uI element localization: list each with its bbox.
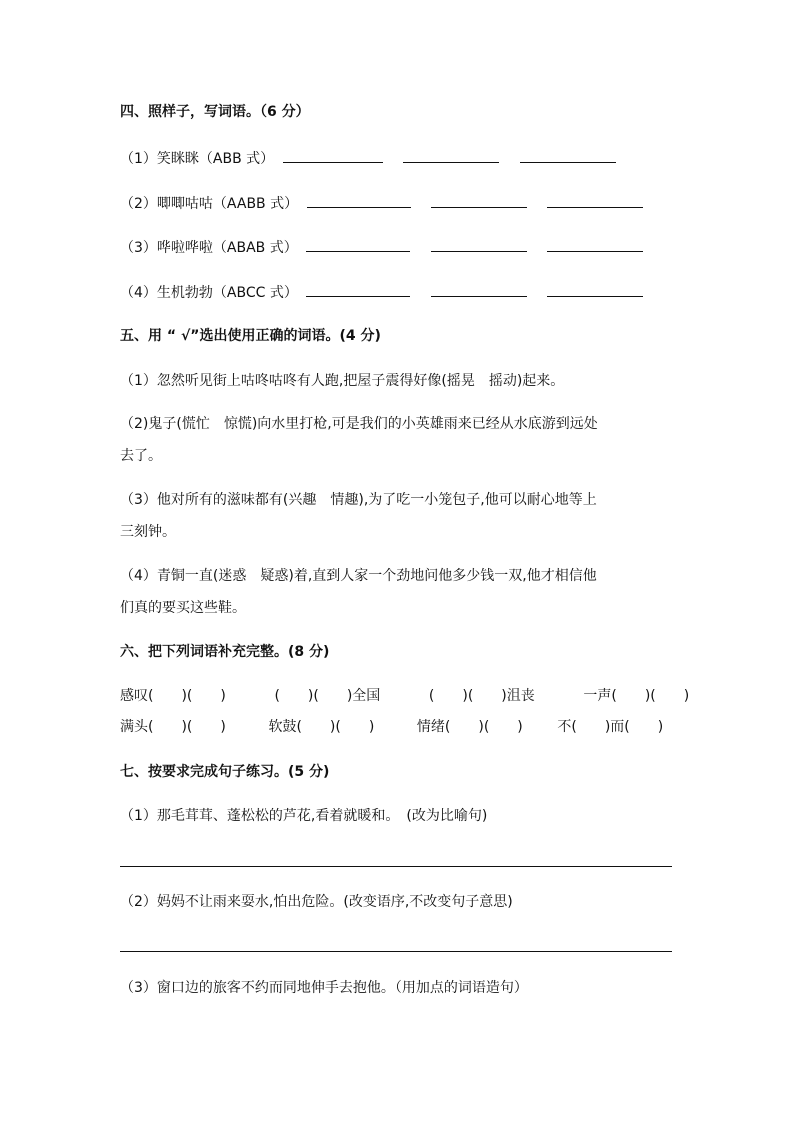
section-5-title: 五、用 “ √”选出使用正确的词语。(4 分) [120, 328, 381, 344]
s7-question-2: （2）妈妈不让雨来耍水,怕出危险。(改变语序,不改变句子意思) [120, 894, 513, 910]
s4-item-1 [120, 148, 616, 169]
s6-row-1 [120, 686, 689, 706]
answer-blank[interactable] [547, 193, 643, 208]
s5-question-2-line-1: （2)鬼子(慌忙 惊慌)向水里打枪,可是我们的小英雄雨来已经从水底游到远处 [120, 416, 598, 432]
s6-row-2 [120, 717, 663, 737]
idiom-fill-item[interactable]: 感叹( )( ) [120, 688, 226, 704]
idiom-fill-item[interactable]: 一声( )( ) [583, 688, 690, 704]
answer-blank[interactable] [306, 282, 410, 297]
s4-item-1-label: （1）笑眯眯（ABB 式） [120, 151, 275, 167]
section-7-title: 七、按要求完成句子练习。(5 分) [120, 764, 330, 780]
idiom-fill-item[interactable]: 情绪( )( ) [416, 719, 523, 735]
s7-question-1: （1）那毛茸茸、蓬松松的芦花,看着就暖和。 (改为比喻句) [120, 808, 488, 824]
answer-line[interactable] [120, 866, 672, 867]
answer-blank[interactable] [403, 148, 499, 163]
s4-item-2 [120, 193, 643, 214]
idiom-fill-item[interactable]: 满头( )( ) [120, 719, 226, 735]
s5-question-4-line-1: （4）青铜一直(迷惑 疑惑)着,直到人家一个劲地问他多少钱一双,他才相信他 [120, 568, 597, 584]
answer-blank[interactable] [547, 237, 643, 252]
idiom-fill-item[interactable]: 软鼓( )( ) [268, 719, 375, 735]
s5-question-2-line-2: 去了。 [120, 448, 162, 464]
s4-item-4 [120, 282, 643, 303]
answer-blank[interactable] [520, 148, 616, 163]
section-6-title: 六、把下列词语补充完整。(8 分) [120, 644, 330, 660]
s5-question-1: （1）忽然听见街上咕咚咕咚有人跑,把屋子震得好像(摇晃 摇动)起来。 [120, 373, 565, 389]
answer-blank[interactable] [431, 237, 527, 252]
s4-item-3-label: （3）哗啦哗啦（ABAB 式） [120, 240, 298, 256]
idiom-fill-item[interactable]: ( )( )沮丧 [428, 688, 535, 704]
s4-item-3 [120, 237, 643, 258]
answer-blank[interactable] [431, 193, 527, 208]
s5-question-3-line-2: 三刻钟。 [120, 524, 176, 540]
idiom-fill-item[interactable]: 不( )而( ) [557, 719, 664, 735]
answer-blank[interactable] [306, 237, 410, 252]
answer-blank[interactable] [283, 148, 383, 163]
s5-question-4-line-2: 们真的要买这些鞋。 [120, 600, 246, 616]
answer-blank[interactable] [431, 282, 527, 297]
s4-item-2-label: （2）唧唧咕咕（AABB 式） [120, 196, 299, 212]
idiom-fill-item[interactable]: ( )( )全国 [274, 688, 381, 704]
answer-blank[interactable] [307, 193, 411, 208]
s7-question-3: （3）窗口边的旅客不约而同地伸手去抱他。（用加点的词语造句） [120, 980, 528, 996]
s5-question-3-line-1: （3）他对所有的滋味都有(兴趣 情趣),为了吃一小笼包子,他可以耐心地等上 [120, 492, 597, 508]
answer-blank[interactable] [547, 282, 643, 297]
answer-line[interactable] [120, 951, 672, 952]
s4-item-4-label: （4）生机勃勃（ABCC 式） [120, 285, 298, 301]
section-4-title: 四、照样子，写词语。（6 分） [120, 104, 310, 120]
